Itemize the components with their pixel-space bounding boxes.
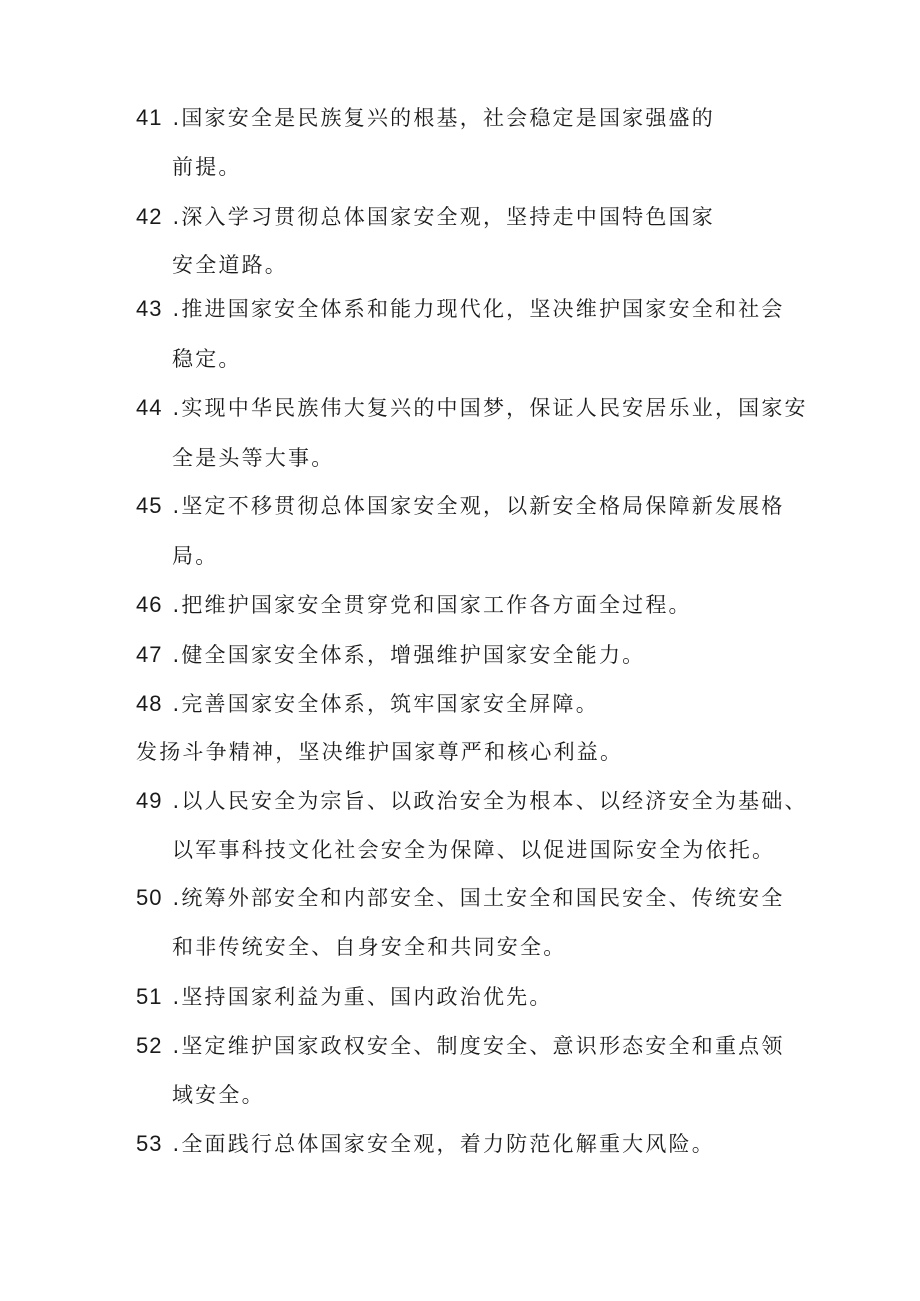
- item-text-continued: 全是头等大事。: [172, 446, 335, 470]
- item-number: 42: [136, 204, 163, 229]
- item-text-continued: 和非传统安全、自身安全和共同安全。: [172, 935, 567, 959]
- item-50-line2: [172, 932, 566, 962]
- item-text: 发扬斗争精神，坚决维护国家尊严和核心利益。: [136, 740, 624, 764]
- item-text: .深入学习贯彻总体国家安全观，坚持走中国特色国家: [172, 205, 715, 229]
- item-number: 50: [136, 885, 163, 910]
- item-43-line2: [172, 344, 242, 374]
- item-number: 43: [136, 296, 163, 321]
- item-41-line1: [136, 103, 715, 133]
- item-text: .以人民安全为宗旨、以政治安全为根本、以经济安全为基础、: [172, 789, 808, 813]
- item-text: .完善国家安全体系，筑牢国家安全屏障。: [172, 692, 599, 716]
- item-45-line1: [136, 491, 785, 521]
- item-text: .健全国家安全体系，增强维护国家安全能力。: [172, 643, 646, 667]
- item-text-continued: 以军事科技文化社会安全为保障、以促进国际安全为依托。: [172, 838, 776, 862]
- item-number: 51: [136, 984, 163, 1009]
- item-number: 47: [136, 642, 163, 667]
- item-50-line1: [136, 883, 785, 913]
- item-text: .推进国家安全体系和能力现代化，坚决维护国家安全和社会: [172, 297, 785, 321]
- item-42-line2: [172, 250, 288, 280]
- item-text: .把维护国家安全贯穿党和国家工作各方面全过程。: [172, 593, 692, 617]
- item-number: 41: [136, 105, 163, 130]
- item-text: .全面践行总体国家安全观，着力防范化解重大风险。: [172, 1132, 715, 1156]
- item-number: 48: [136, 691, 163, 716]
- item-text: .国家安全是民族复兴的根基，社会稳定是国家强盛的: [172, 106, 715, 130]
- item-52-line2: [172, 1080, 265, 1110]
- item-text-continued: 稳定。: [172, 347, 242, 371]
- item-49-line2: [172, 835, 775, 865]
- item-42-line1: [136, 202, 715, 232]
- item-number: 52: [136, 1033, 163, 1058]
- item-44-line2: [172, 443, 334, 473]
- item-text: .坚定维护国家政权安全、制度安全、意识形态安全和重点领: [172, 1034, 785, 1058]
- item-45-line2: [172, 541, 218, 571]
- item-text-continued: 前提。: [172, 155, 242, 179]
- item-number: 53: [136, 1131, 163, 1156]
- item-51-line1: [136, 982, 553, 1012]
- item-43-line1: [136, 294, 785, 324]
- item-48-line1: [136, 689, 599, 719]
- item-text-continued: 安全道路。: [172, 253, 288, 277]
- item-text: .实现中华民族伟大复兴的中国梦，保证人民安居乐业，国家安: [172, 396, 808, 420]
- item-number: 46: [136, 592, 163, 617]
- item-44-line1: [136, 393, 808, 423]
- item-text: .坚持国家利益为重、国内政治优先。: [172, 985, 553, 1009]
- item-41-line2: [172, 152, 242, 182]
- item-number: 45: [136, 493, 163, 518]
- item-number: 49: [136, 788, 163, 813]
- item-53-line1: [136, 1129, 715, 1159]
- item-52-line1: [136, 1031, 785, 1061]
- item-49-line1: [136, 786, 808, 816]
- item-number: 44: [136, 395, 163, 420]
- item-text: .统筹外部安全和内部安全、国土安全和国民安全、传统安全: [172, 886, 785, 910]
- item-text: .坚定不移贯彻总体国家安全观，以新安全格局保障新发展格: [172, 494, 785, 518]
- unnumbered-line: [136, 737, 623, 767]
- item-text-continued: 局。: [172, 544, 219, 568]
- item-47-line1: [136, 640, 645, 670]
- item-text-continued: 域安全。: [172, 1083, 265, 1107]
- item-46-line1: [136, 590, 692, 620]
